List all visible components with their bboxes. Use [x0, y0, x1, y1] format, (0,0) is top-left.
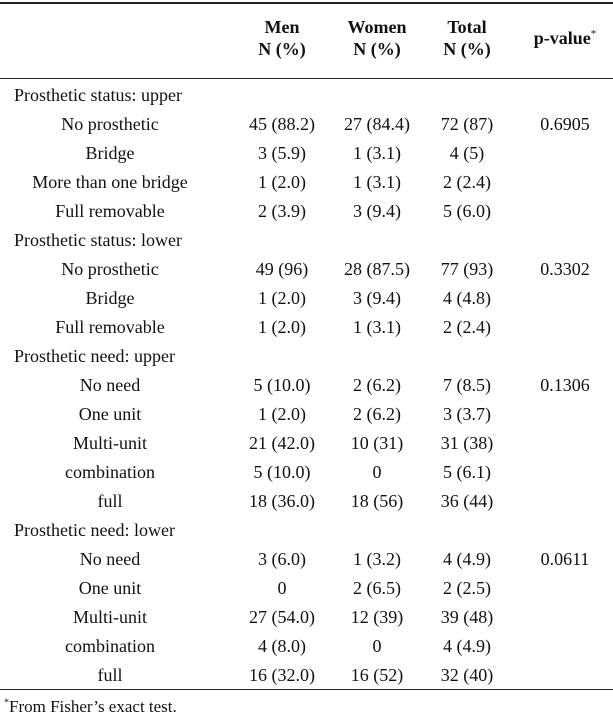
header-total [421, 16, 513, 60]
cell-women: 27 (84.4) [344, 114, 410, 134]
header-women-title: Women [347, 17, 407, 37]
header-men-unit: N (%) [258, 39, 306, 59]
row-label: No need [79, 549, 141, 569]
cell-total: 4 (4.9) [443, 549, 491, 569]
table-section-row [0, 342, 613, 371]
cell-men: 16 (32.0) [249, 665, 315, 685]
table-top-rule [0, 2, 613, 4]
row-label: Bridge [85, 143, 135, 163]
table-row [0, 284, 613, 313]
section-label: Prosthetic need: lower [14, 520, 175, 540]
row-label: full [97, 491, 123, 511]
cell-women: 18 (56) [350, 491, 404, 511]
table-header-rule [0, 78, 613, 79]
cell-total: 2 (2.4) [443, 317, 491, 337]
row-label: No prosthetic [61, 259, 159, 279]
row-label: Multi-unit [72, 433, 147, 453]
cell-men: 1 (2.0) [258, 317, 306, 337]
header-pvalue-mark: * [590, 28, 597, 40]
cell-men: 1 (2.0) [258, 404, 306, 424]
table-row [0, 197, 613, 226]
header-women-unit: N (%) [353, 39, 401, 59]
table-row [0, 574, 613, 603]
cell-men: 5 (10.0) [253, 462, 311, 482]
cell-pvalue: 0.1306 [540, 375, 590, 395]
cell-pvalue: 0.3302 [540, 259, 590, 279]
cell-women: 16 (52) [350, 665, 404, 685]
section-label: Prosthetic status: lower [14, 230, 182, 250]
cell-men: 3 (6.0) [258, 549, 306, 569]
table-row [0, 139, 613, 168]
table-row [0, 429, 613, 458]
row-label: Multi-unit [72, 607, 147, 627]
cell-men: 0 [277, 578, 287, 598]
table-row [0, 545, 613, 574]
cell-women: 0 [372, 462, 382, 482]
row-label: Bridge [85, 288, 135, 308]
header-pvalue-label: p-value [533, 28, 591, 48]
row-label: More than one bridge [32, 172, 188, 192]
table-row [0, 400, 613, 429]
cell-men: 3 (5.9) [258, 143, 306, 163]
cell-pvalue: 0.0611 [540, 549, 590, 569]
table-footnote [4, 697, 177, 717]
cell-total: 4 (5) [449, 143, 485, 163]
table-row [0, 110, 613, 139]
cell-women: 3 (9.4) [353, 201, 401, 221]
table-row [0, 661, 613, 690]
table-body [0, 81, 613, 690]
cell-total: 36 (44) [440, 491, 494, 511]
cell-women: 28 (87.5) [344, 259, 410, 279]
table-section-row [0, 516, 613, 545]
footnote-text: From Fisher’s exact test. [9, 697, 177, 716]
header-total-title: Total [447, 17, 487, 37]
table-row [0, 632, 613, 661]
table-row [0, 487, 613, 516]
cell-women: 2 (6.2) [353, 375, 401, 395]
cell-total: 3 (3.7) [443, 404, 491, 424]
header-men-title: Men [264, 17, 300, 37]
cell-total: 39 (48) [440, 607, 494, 627]
header-men [232, 16, 332, 60]
cell-women: 1 (3.2) [353, 549, 401, 569]
cell-pvalue: 0.6905 [540, 114, 590, 134]
cell-total: 2 (2.4) [443, 172, 491, 192]
section-label: Prosthetic status: upper [14, 85, 182, 105]
cell-men: 45 (88.2) [249, 114, 315, 134]
table-row [0, 458, 613, 487]
cell-men: 21 (42.0) [249, 433, 315, 453]
cell-total: 31 (38) [440, 433, 494, 453]
header-pvalue-title [520, 27, 610, 49]
cell-women: 1 (3.1) [353, 172, 401, 192]
cell-men: 49 (96) [255, 259, 309, 279]
cell-total: 4 (4.8) [443, 288, 491, 308]
cell-women: 10 (31) [350, 433, 404, 453]
cell-men: 27 (54.0) [249, 607, 315, 627]
cell-women: 1 (3.1) [353, 317, 401, 337]
cell-women: 3 (9.4) [353, 288, 401, 308]
table-row [0, 168, 613, 197]
cell-men: 1 (2.0) [258, 172, 306, 192]
cell-total: 7 (8.5) [443, 375, 491, 395]
row-label: combination [65, 636, 155, 656]
header-pvalue [520, 27, 610, 49]
cell-women: 2 (6.2) [353, 404, 401, 424]
cell-men: 18 (36.0) [249, 491, 315, 511]
table-section-row [0, 81, 613, 110]
cell-men: 2 (3.9) [258, 201, 306, 221]
table-bottom-rule [0, 689, 613, 690]
cell-men: 4 (8.0) [258, 636, 306, 656]
header-total-unit: N (%) [443, 39, 491, 59]
table-row [0, 313, 613, 342]
cell-total: 4 (4.9) [443, 636, 491, 656]
cell-men: 5 (10.0) [253, 375, 311, 395]
row-label: One unit [78, 578, 142, 598]
cell-total: 5 (6.1) [443, 462, 491, 482]
cell-total: 2 (2.5) [443, 578, 491, 598]
section-label: Prosthetic need: upper [14, 346, 175, 366]
row-label: No prosthetic [61, 114, 159, 134]
cell-total: 72 (87) [440, 114, 494, 134]
cell-women: 1 (3.1) [353, 143, 401, 163]
cell-total: 32 (40) [440, 665, 494, 685]
row-label: combination [65, 462, 155, 482]
cell-total: 5 (6.0) [443, 201, 491, 221]
cell-women: 12 (39) [350, 607, 404, 627]
table-row [0, 371, 613, 400]
table-row [0, 255, 613, 284]
footnote-mark: * [4, 697, 9, 709]
row-label: full [97, 665, 123, 685]
table-section-row [0, 226, 613, 255]
cell-total: 77 (93) [440, 259, 494, 279]
row-label: No need [79, 375, 141, 395]
table-row [0, 603, 613, 632]
header-women [332, 16, 422, 60]
cell-women: 0 [372, 636, 382, 656]
cell-men: 1 (2.0) [258, 288, 306, 308]
row-label: Full removable [55, 201, 165, 221]
row-label: Full removable [55, 317, 165, 337]
row-label: One unit [78, 404, 142, 424]
cell-women: 2 (6.5) [353, 578, 401, 598]
